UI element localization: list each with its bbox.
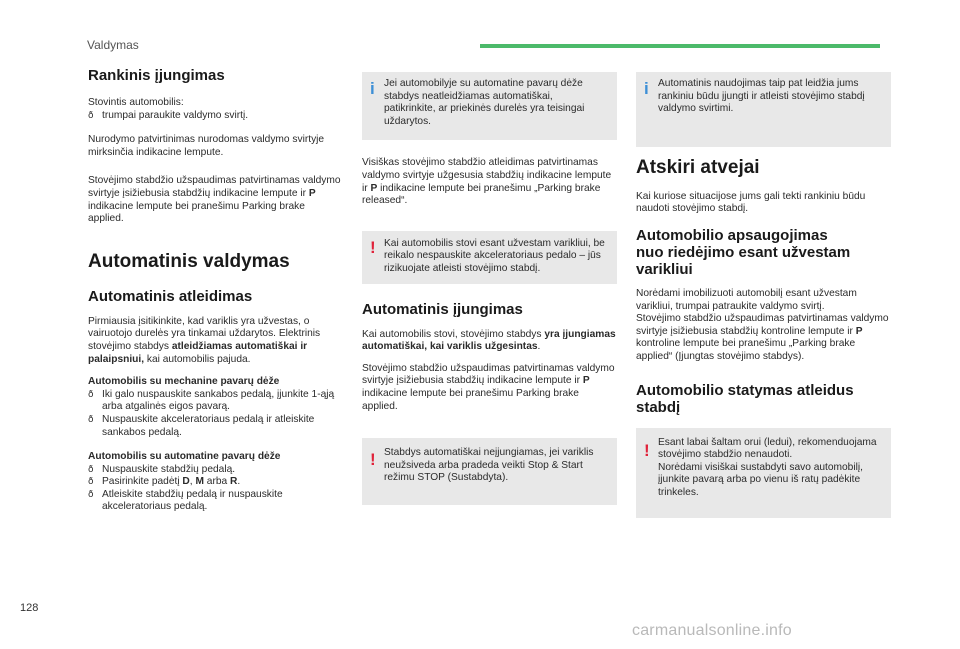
paragraph xyxy=(362,363,617,413)
page-number: 128 xyxy=(20,602,39,614)
text: P xyxy=(370,182,378,194)
text: indikacine lempute bei pranešimu Parking brake applied. xyxy=(88,200,305,225)
warning-box xyxy=(636,428,891,518)
text: Stovėjimo stabdžio užspaudimas patvirtinamas valdymo svirtyje įsižiebusia stabdžių kontroline lempute ir xyxy=(636,313,889,337)
text: Visiškas stovėjimo stabdžio atleidimas patvirtinamas valdymo svirtyje užgesusia stabdžių indikacine lempute ir xyxy=(362,157,612,194)
text: arba xyxy=(203,476,231,488)
column-1 xyxy=(88,66,343,514)
list-item: ð Nuspauskite stabdžių pedalą. xyxy=(88,464,343,477)
text: Pirmiausia įsitikinkite, kad variklis yra užvestas, o vairuotojo durelės yra tinkamai uždarytos. Elektrinis stovėjimo stabdys xyxy=(88,315,321,352)
warning-text: Kai automobilis stovi esant užvestam varikliui, be reikalo nespauskite akceleratoriaus pedalo – jūs rizikuojate atleisti stovėjimo stabdį. xyxy=(384,237,605,274)
text: Stovėjimo stabdžio užspaudimas patvirtinamas valdymo svirtyje įsižiebusia stabdžių indikacine lempute ir xyxy=(362,362,615,387)
text: Pasirinkite padėtį xyxy=(102,476,183,488)
warning-icon: ! xyxy=(370,450,376,470)
heading-special-cases: Atskiri atvejai xyxy=(636,156,760,178)
text: atleidžiamas automatiškai ir palaipsniui, xyxy=(88,340,308,365)
info-box xyxy=(636,72,891,147)
auto-gearbox-title: Automobilis su automatine pavarų dėže xyxy=(88,451,281,463)
text: . xyxy=(537,341,541,353)
heading-auto-apply: Automatinis įjungimas xyxy=(362,300,523,318)
text: M xyxy=(195,476,204,488)
warning-text: Esant labai šaltam orui (ledui), rekomenduojama stovėjimo stabdžio nenaudoti. xyxy=(658,436,877,461)
text: Stovėjimo stabdžio užspaudimas patvirtinamas valdymo svirtyje įsižiebusia stabdžių indikacine lempute ir xyxy=(88,175,341,199)
warning-box xyxy=(362,438,617,505)
info-icon: i xyxy=(370,79,375,98)
paragraph: Norėdami imobilizuoti automobilį esant užvestam varikliui, trumpai patraukite valdymo svirtį. xyxy=(636,287,857,312)
text: yra įjungiamas automatiškai, kai variklis užgesintas xyxy=(362,328,616,353)
text: , xyxy=(189,476,196,488)
section-bar xyxy=(480,44,880,48)
text: P xyxy=(308,187,316,199)
list-item: ð Atleiskite stabdžių pedalą ir nuspauskite akceleratoriaus pedalą. xyxy=(88,489,343,514)
column-3 xyxy=(636,72,891,518)
paragraph xyxy=(88,175,343,225)
text: P xyxy=(582,375,590,387)
section-label: Valdymas xyxy=(87,38,139,52)
text: . xyxy=(237,476,241,488)
text: D xyxy=(182,476,190,488)
text: R xyxy=(230,476,238,488)
heading-parking-released: Automobilio statymas atleidus stabdį xyxy=(636,381,854,416)
heading-automatic: Automatinis valdymas xyxy=(88,250,290,272)
paragraph: Stovintis automobilis: xyxy=(88,97,184,108)
text: P xyxy=(855,325,863,337)
manual-gearbox-title: Automobilis su mechanine pavarų dėže xyxy=(88,376,280,388)
watermark: carmanualsonline.info xyxy=(632,622,792,639)
warning-text: Stabdys automatiškai neįjungiamas, jei variklis neužsiveda arba pradeda veikti Stop & Start režimu STOP (Sustabdyta). xyxy=(384,447,594,484)
paragraph: Kai kuriose situacijose jums gali tekti rankiniu būdu naudoti stovėjimo stabdį. xyxy=(636,190,866,215)
text: indikacine lempute bei pranešimu „Parking brake released“. xyxy=(362,182,601,207)
info-icon: i xyxy=(644,79,649,98)
paragraph xyxy=(362,157,617,207)
paragraph xyxy=(88,316,343,366)
heading-manual-apply: Rankinis įjungimas xyxy=(88,67,225,84)
heading-auto-release: Automatinis atleidimas xyxy=(88,287,253,305)
list-item: ð trumpai paraukite valdymo svirtį. xyxy=(88,110,343,123)
paragraph xyxy=(362,329,617,354)
text: indikacine lempute bei pranešimu Parking brake applied. xyxy=(362,387,579,412)
info-box xyxy=(362,72,617,140)
paragraph xyxy=(636,313,891,363)
info-text: Automatinis naudojimas taip pat leidžia jums rankiniu būdu įjungti ir atleisti stovėjimo stabdį valdymo svirtimi. xyxy=(658,78,865,115)
list-item xyxy=(88,476,343,489)
list-item: ð Iki galo nuspauskite sankabos pedalą, įjunkite 1-ąją arba atgalinės eigos pavarą. xyxy=(88,389,343,414)
warning-box xyxy=(362,231,617,284)
warning-text: Norėdami visiškai sustabdyti savo automobilį, įjunkite pavarą arba po vienu iš ratų padėkite trinkeles. xyxy=(658,461,863,498)
info-text: Jei automobilyje su automatine pavarų dėže stabdys neatleidžiamas automatiškai, patikrinkite, ar priekinės durelės yra teisingai uždarytos. xyxy=(384,78,585,127)
text: kontroline lempute bei pranešimu „Parking brake applied“ (Įjungtas stovėjimo stabdys). xyxy=(636,338,856,362)
text: Kai automobilis stovi, stovėjimo stabdys xyxy=(362,328,545,340)
warning-icon: ! xyxy=(644,440,650,460)
heading-immobilise: Automobilio apsaugojimas nuo riedėjimo esant užvestam varikliui xyxy=(636,226,851,278)
list-item: ð Nuspauskite akceleratoriaus pedalą ir atleiskite sankabos pedalą. xyxy=(88,414,343,439)
warning-icon: ! xyxy=(370,237,376,257)
text: kai automobilis pajuda. xyxy=(144,353,251,365)
paragraph: Nurodymo patvirtinimas nurodomas valdymo svirtyje mirksinčia indikacine lempute. xyxy=(88,134,325,158)
column-2 xyxy=(362,72,617,505)
